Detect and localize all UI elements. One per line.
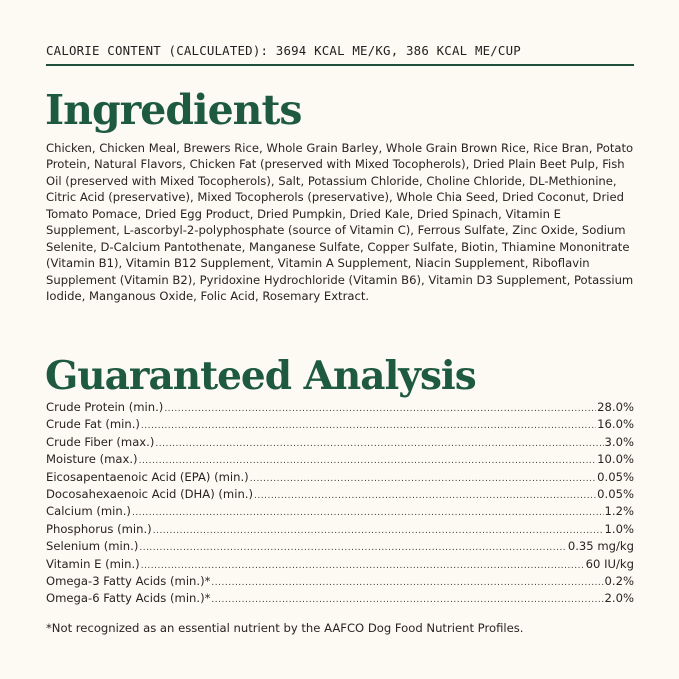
analysis-label: Phosphorus (min.) — [46, 521, 152, 536]
analysis-value: 2.0% — [604, 591, 634, 606]
analysis-row-omega-3 — [46, 574, 634, 591]
analysis-value: 0.05% — [597, 486, 634, 501]
dot-leader — [155, 439, 603, 449]
analysis-value: 16.0% — [597, 417, 634, 432]
analysis-value: 3.0% — [604, 434, 634, 449]
analysis-value: 0.05% — [597, 469, 634, 484]
analysis-value: 0.35 mg/kg — [567, 539, 634, 554]
analysis-value: 28.0% — [597, 400, 634, 414]
guaranteed-analysis-heading: Guaranteed Analysis — [45, 353, 476, 399]
dot-leader — [139, 456, 597, 466]
analysis-label: Selenium (min.) — [46, 539, 139, 554]
analysis-row-crude-fat — [46, 417, 634, 434]
analysis-label: Eicosapentaenoic Acid (EPA) (min.) — [46, 469, 249, 484]
dot-leader — [141, 421, 596, 431]
dot-leader — [153, 526, 604, 536]
analysis-label: Docosahexaenoic Acid (DHA) (min.) — [46, 486, 254, 501]
analysis-row-crude-protein — [46, 400, 634, 417]
analysis-value: 1.2% — [604, 504, 634, 519]
analysis-label: Vitamin E (min.) — [46, 556, 140, 571]
analysis-row-selenium — [46, 539, 634, 556]
analysis-label: Crude Fiber (max.) — [46, 434, 155, 449]
analysis-label: Crude Fat (min.) — [46, 417, 140, 432]
aafco-footnote: *Not recognized as an essential nutrient by the AAFCO Dog Food Nutrient Profiles. — [46, 621, 524, 635]
dot-leader — [254, 491, 596, 501]
dot-leader — [132, 508, 604, 518]
analysis-value: 10.0% — [597, 452, 634, 467]
analysis-value: 0.2% — [604, 573, 634, 588]
analysis-label: Omega-3 Fatty Acids (min.)* — [46, 573, 211, 588]
divider-rule — [46, 64, 634, 66]
analysis-label: Omega-6 Fatty Acids (min.)* — [46, 591, 211, 606]
analysis-row-dha — [46, 487, 634, 504]
dot-leader — [211, 595, 603, 605]
analysis-row-calcium — [46, 504, 634, 521]
ingredients-list: Chicken, Chicken Meal, Brewers Rice, Whole Grain Barley, Whole Grain Brown Rice, Rice Bran, Potato Protein, Natural Flavors, Chicken Fat (preserved with Mixed Tocopherols), Dried Plain Beet Pulp, Fish Oil (preserved with Mixed Tocopherols), Salt, Potassium Chloride, Choline Chloride, DL-Methionine, Citric Acid (preservative), Mixed Tocopherols (preservative), Whole Chia Seed, Dried Coconut, Dried Tomato Pomace, Dried Egg Product, Dried Pumpkin, Dried Kale, Dried Spinach, Vitamin E Supplement, L-ascorbyl-2-polyphosphate (source of Vitamin C), Ferrous Sulfate, Zinc Oxide, Sodium Selenite, D-Calcium Pantothenate, Manganese Sulfate, Copper Sulfate, Biotin, Thiamine Mononitrate (Vitamin B1), Vitamin B12 Supplement, Vitamin A Supplement, Niacin Supplement, Riboflavin Supplement (Vitamin B2), Pyridoxine Hydrochloride (Vitamin B6), Vitamin D3 Supplement, Potassium Iodide, Manganous Oxide, Folic Acid, Rosemary Extract. — [46, 141, 634, 304]
ingredients-heading: Ingredients — [45, 86, 302, 134]
dot-leader — [250, 474, 596, 484]
analysis-row-omega-6 — [46, 591, 634, 608]
analysis-row-vitamin-e — [46, 557, 634, 574]
analysis-label: Moisture (max.) — [46, 452, 138, 467]
calorie-content: CALORIE CONTENT (CALCULATED): 3694 KCAL ME/KG, 386 KCAL ME/CUP — [46, 43, 521, 58]
analysis-value: 1.0% — [604, 521, 634, 536]
analysis-label: Crude Protein (min.) — [46, 400, 164, 414]
dot-leader — [139, 543, 567, 553]
dot-leader — [141, 561, 585, 571]
dot-leader — [164, 404, 596, 414]
analysis-row-crude-fiber — [46, 435, 634, 452]
analysis-row-phosphorus — [46, 522, 634, 539]
guaranteed-analysis-table — [46, 400, 634, 609]
analysis-row-moisture — [46, 452, 634, 469]
analysis-value: 60 IU/kg — [585, 556, 634, 571]
analysis-label: Calcium (min.) — [46, 504, 131, 519]
dot-leader — [211, 578, 603, 588]
analysis-row-epa — [46, 470, 634, 487]
